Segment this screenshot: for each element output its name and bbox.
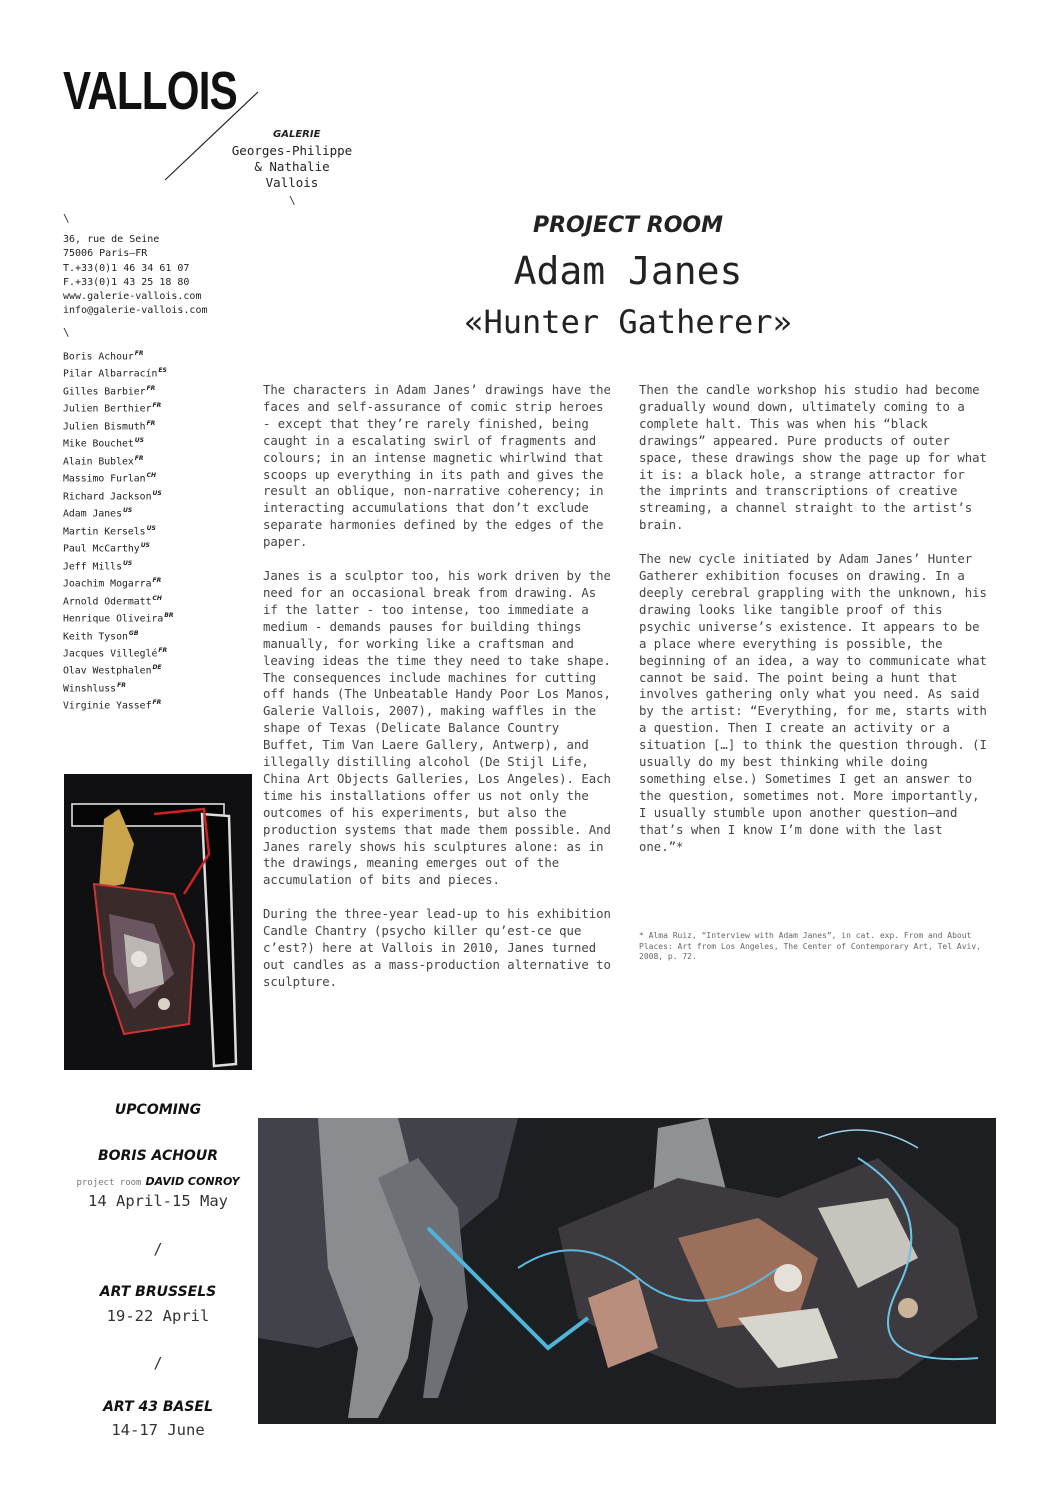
artist-name: Massimo Furlan (63, 473, 146, 485)
artist-name: Keith Tyson (63, 630, 128, 642)
artwork-image-vertical (64, 774, 252, 1070)
artist-country-code: ES (158, 367, 167, 375)
artist-name: Boris Achour (63, 351, 134, 363)
artist-name: Winshluss (63, 683, 117, 695)
artist-name: Joachim Mogarra (63, 578, 152, 590)
artist-country-code: CH (152, 594, 162, 602)
artist-country-code: US (152, 489, 162, 497)
backslash-mark: \ (289, 194, 296, 207)
separator: / (153, 1354, 163, 1372)
artist-country-code: US (140, 542, 150, 550)
artist-country-code: FR (117, 681, 126, 689)
backslash-mark: \ (63, 326, 70, 339)
artist-list-item (63, 592, 173, 609)
artist-name: Gilles Barbier (63, 386, 146, 398)
gallery-name-line: Vallois (265, 175, 319, 190)
artist-country-code: FR (152, 699, 162, 707)
project-room-artist: DAVID CONROY (145, 1175, 240, 1188)
project-room-label: project room (76, 1178, 142, 1188)
event-title: ART 43 BASEL (103, 1399, 213, 1415)
artist-name: Arnold Odermatt (63, 595, 152, 607)
backslash-mark: \ (63, 212, 70, 225)
exhibition-title: «Hunter Gatherer» (464, 303, 792, 341)
artist-name: Mike Bouchet (63, 438, 134, 450)
artist-list-item (63, 434, 173, 451)
footnote: * Alma Ruiz, “Interview with Adam Janes”, in cat. exp. From and About Places: Art from Los Angeles, The Center of Contemporary Art, Tel Aviv, 2008, p. 72. (639, 931, 981, 961)
gallery-owner-names (222, 143, 362, 191)
artwork-image-wide (258, 1118, 996, 1424)
artist-list-item (63, 609, 173, 626)
artist-name: Adam Janes (63, 508, 122, 520)
event-date: 19-22 April (106, 1307, 210, 1325)
artist-country-code: CH (146, 472, 157, 480)
artist-name: Julien Bismuth (63, 421, 146, 433)
artist-list-item (63, 347, 173, 364)
galerie-label: GALERIE (273, 129, 321, 140)
event-date: 14-17 June (111, 1421, 205, 1439)
artist-name: Alain Bublex (63, 456, 134, 468)
contact-block (63, 233, 208, 319)
artist-name: Martin Kersels (63, 525, 146, 537)
artist-list-item (63, 522, 173, 539)
artist-country-code: GB (128, 629, 139, 637)
artist-country-code: FR (152, 402, 162, 410)
paragraph: The characters in Adam Janes’ drawings have the faces and self-assurance of comic strip heroes - except that they’re rarely finished, being caught in a escalating swirl of fragments and colours; in an intense magnetic whirlwind that scoops up everything in its path and gives the result an oblique, non-narrative coherency; in interacting accumulations that don’t exclude separate harmonies defined by the edges of the paper. (263, 383, 611, 550)
artist-list-item (63, 696, 173, 713)
address-city: 75006 Paris—FR (63, 248, 148, 260)
event-title: ART BRUSSELS (99, 1284, 217, 1300)
artist-name: Julien Berthier (63, 403, 152, 415)
artist-name-title: Adam Janes (513, 249, 743, 293)
website-link[interactable]: www.galerie-vallois.com (63, 291, 202, 303)
artist-country-code: FR (134, 454, 144, 462)
gallery-name-line: & Nathalie (254, 159, 330, 174)
paragraph: During the three-year lead-up to his exhibition Candle Chantry (psycho killer qu’est-ce que c’est?) here at Vallois in 2010, Janes turned out candles as a mass-production alternative to sculpture. (263, 907, 611, 989)
paragraph: Janes is a sculptor too, his work driven by the need for an occasional break from drawing. As if the latter - too intense, too immediate a medium - demands pauses for building things manually, for working like a craftsman and leaving ideas the time they need to take shape. The consequences include machines for cutting off hands (The Unbeatable Handy Poor Los Manos, Galerie Vallois, 2007), making waffles in the shape of Texas (Delicate Balance Country Buffet, Tim Van Laere Gallery, Antwerp), and illegally distilling alcohol (De Stijl Life, China Art Objects Galleries, Los Angeles). Each time his installations offer us not only the outcomes of his experiments, but also the production systems that made them possible. And Janes rarely shows his sculptures alone: as in the drawings, meaning emerges out of the accumulation of bits and pieces. (263, 569, 611, 888)
phone: T.+33(0)1 46 34 61 07 (63, 262, 190, 274)
paragraph: Then the candle workshop his studio had become gradually wound down, ultimately coming to a complete halt. This was when his “black drawings” appeared. Pure products of outer space, these drawings show the page up for what it is: a black hole, a strange attractor for the imprints and transcriptions of creative streaming, a channel straight to the artist’s brain. (639, 383, 987, 533)
fax: F.+33(0)1 43 25 18 80 (63, 276, 190, 288)
event-subtitle (60, 1175, 256, 1188)
artist-list-item (63, 382, 173, 399)
section-title: PROJECT ROOM (532, 213, 724, 238)
artist-list-item (63, 504, 173, 521)
artist-list-item (63, 487, 173, 504)
artist-country-code: FR (158, 646, 168, 654)
artist-name: Henrique Oliveira (63, 613, 164, 625)
artist-list-item (63, 627, 173, 644)
artist-list-item (63, 557, 173, 574)
artist-name: Paul McCarthy (63, 543, 140, 555)
artist-country-code: FR (134, 350, 144, 357)
artist-country-code: BR (164, 612, 174, 620)
artist-list-item (63, 417, 173, 434)
artist-country-code: US (122, 559, 133, 567)
body-column-2 (639, 382, 994, 872)
artist-list-item (63, 644, 173, 661)
artist-name: Pilar Albarracín (63, 368, 158, 380)
artist-country-code: FR (152, 577, 162, 585)
artist-name: Olav Westphalen (63, 665, 152, 677)
artist-name: Richard Jackson (63, 491, 152, 503)
artist-list-item (63, 539, 173, 556)
artist-list-item (63, 364, 173, 381)
artist-list-item (63, 679, 173, 696)
body-column-1 (263, 382, 618, 1008)
artist-list-item (63, 452, 173, 469)
artist-name: Jeff Mills (63, 560, 122, 572)
event-title: BORIS ACHOUR (98, 1148, 218, 1164)
artist-list-item (63, 574, 173, 591)
artist-country-code: US (122, 507, 133, 515)
artist-list-item (63, 469, 173, 486)
gallery-logo: VALLOIS (63, 61, 237, 121)
artist-list (63, 347, 173, 714)
email-link[interactable]: info@galerie-vallois.com (63, 305, 208, 317)
artist-country-code: US (134, 437, 144, 445)
artist-list-item (63, 399, 173, 416)
gallery-name-line: Georges-Philippe (231, 143, 353, 158)
address-street: 36, rue de Seine (63, 234, 160, 245)
artist-list-item (63, 661, 173, 678)
artist-name: Virginie Yassef (63, 700, 152, 712)
artist-country-code: DE (152, 664, 162, 672)
upcoming-heading: UPCOMING (114, 1102, 202, 1118)
paragraph: The new cycle initiated by Adam Janes’ Hunter Gatherer exhibition focuses on drawing. In a deeply cerebral grappling with the unknown, his drawing looks like tangible proof of this psychic universe’s existence. It appears to be a place where everything is possible, the beginning of an idea, a way to communicate what cannot be said. The point being a hunt that involves gathering only what you need. As said by the artist: “Everything, for me, starts with a question. Then I create an activity or a situation […] to think the question through. (I usually do my best thinking while doing something else.) Sometimes I get an answer to the question, sometimes not. More importantly, I usually stumble upon another question–and that’s when I know I’m done with the last one.”* (639, 552, 987, 854)
event-date: 14 April-15 May (88, 1192, 228, 1210)
artist-country-code: FR (146, 384, 156, 392)
artist-country-code: FR (146, 419, 156, 427)
separator: / (153, 1240, 163, 1258)
artist-country-code: US (146, 524, 156, 532)
artist-name: Jacques Villeglé (63, 648, 158, 660)
